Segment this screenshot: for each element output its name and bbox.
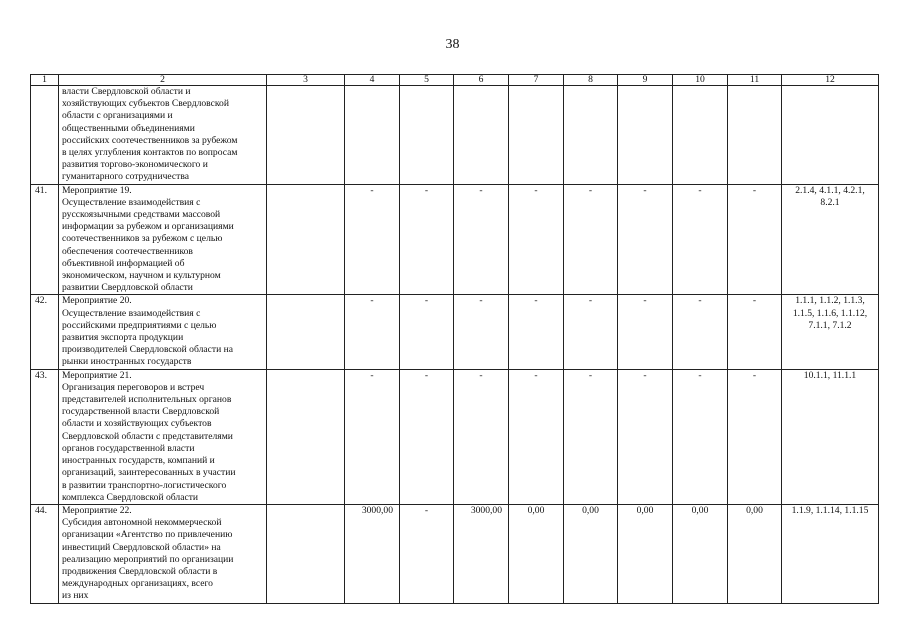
- value-cell: -: [400, 184, 454, 295]
- program-table: [30, 74, 879, 604]
- indicator-line: 1.1.9, 1.1.14, 1.1.15: [791, 504, 869, 516]
- value-cell: [564, 86, 618, 185]
- value-cell: 3000,00: [454, 504, 509, 603]
- indicator-line: 2.1.4, 4.1.1, 4.2.1,: [795, 184, 865, 196]
- description-line: рынки иностранных государств: [62, 356, 192, 368]
- column-header: 7: [509, 75, 564, 86]
- target-indicators: [782, 295, 879, 369]
- description-line: организации «Агентство по привлечению: [62, 529, 233, 541]
- value-cell: [267, 369, 345, 504]
- column-header: 4: [345, 75, 400, 86]
- description-line: развития экспорта продукции: [62, 332, 184, 344]
- description-line: Организация переговоров и встреч: [62, 381, 205, 393]
- description-line: области и хозяйствующих субъектов: [62, 418, 212, 430]
- description-line: инвестиций Свердловской области» на: [62, 541, 221, 553]
- indicator-line: 1.1.5, 1.1.6, 1.1.12,: [792, 307, 868, 319]
- description-line: развитии Свердловской области: [62, 282, 193, 294]
- value-cell: 3000,00: [345, 504, 400, 603]
- column-header: 11: [728, 75, 782, 86]
- value-cell: -: [618, 369, 673, 504]
- description-line: информации за рубежом и организациями: [62, 221, 234, 233]
- value-cell: [618, 86, 673, 185]
- table-row: [31, 184, 879, 295]
- value-cell: [454, 86, 509, 185]
- description-line: Мероприятие 22.: [62, 504, 132, 516]
- target-indicators: [782, 369, 879, 504]
- value-cell: -: [400, 295, 454, 369]
- value-cell: -: [618, 295, 673, 369]
- column-header: 5: [400, 75, 454, 86]
- value-cell: -: [564, 295, 618, 369]
- description-line: развития торгово-экономического и: [62, 159, 208, 171]
- value-cell: -: [400, 504, 454, 603]
- value-cell: -: [673, 184, 728, 295]
- value-cell: -: [618, 184, 673, 295]
- measure-description: [59, 295, 267, 369]
- value-cell: -: [509, 184, 564, 295]
- table-row: [31, 369, 879, 504]
- description-line: экономическом, научном и культурном: [62, 270, 221, 282]
- description-line: Мероприятие 21.: [62, 369, 132, 381]
- table-row: [31, 295, 879, 369]
- description-line: реализацию мероприятий по организации: [62, 553, 234, 565]
- column-header: 1: [31, 75, 59, 86]
- value-cell: 0,00: [509, 504, 564, 603]
- value-cell: -: [728, 295, 782, 369]
- description-line: области с организациями и: [62, 110, 173, 122]
- value-cell: -: [400, 369, 454, 504]
- value-cell: -: [454, 369, 509, 504]
- target-indicators: [782, 504, 879, 603]
- description-line: из них: [62, 590, 89, 602]
- description-line: обеспечения соотечественников: [62, 245, 193, 257]
- value-cell: [267, 86, 345, 185]
- description-line: общественными объединениями: [62, 122, 195, 134]
- value-cell: [267, 184, 345, 295]
- value-cell: -: [564, 369, 618, 504]
- value-cell: -: [345, 184, 400, 295]
- value-cell: [267, 295, 345, 369]
- description-line: иностранных государств, компаний и: [62, 455, 215, 467]
- value-cell: -: [345, 369, 400, 504]
- value-cell: -: [673, 295, 728, 369]
- column-header: 3: [267, 75, 345, 86]
- measure-description: [59, 184, 267, 295]
- value-cell: 0,00: [673, 504, 728, 603]
- indicator-line: 1.1.1, 1.1.2, 1.1.3,: [795, 295, 865, 307]
- description-line: Осуществление взаимодействия с: [62, 307, 201, 319]
- value-cell: [728, 86, 782, 185]
- description-line: российскими предприятиями с целью: [62, 319, 217, 331]
- value-cell: -: [728, 369, 782, 504]
- value-cell: -: [454, 184, 509, 295]
- value-cell: -: [728, 184, 782, 295]
- description-line: гуманитарного сотрудничества: [62, 171, 190, 183]
- description-line: в целях углубления контактов по вопросам: [62, 147, 238, 159]
- target-indicators: [782, 184, 879, 295]
- description-line: продвижения Свердловской области в: [62, 565, 218, 577]
- description-line: органов государственной власти: [62, 442, 195, 454]
- column-header: 6: [454, 75, 509, 86]
- value-cell: 0,00: [618, 504, 673, 603]
- table-header-row: [31, 75, 879, 86]
- value-cell: [509, 86, 564, 185]
- description-line: Мероприятие 19.: [62, 184, 132, 196]
- indicator-line: 7.1.1, 7.1.2: [808, 319, 852, 331]
- indicator-line: 10.1.1, 11.1.1: [803, 369, 857, 381]
- description-line: представителей исполнительных органов: [62, 394, 232, 406]
- column-header: 12: [782, 75, 879, 86]
- value-cell: 0,00: [564, 504, 618, 603]
- table-row: [31, 504, 879, 603]
- description-line: в развитии транспортно-логистического: [62, 479, 227, 491]
- value-cell: [267, 504, 345, 603]
- description-line: производителей Свердловской области на: [62, 344, 234, 356]
- description-line: организаций, заинтересованных в участии: [62, 467, 236, 479]
- description-line: российских соотечественников за рубежом: [62, 134, 238, 146]
- page-number: 38: [445, 37, 460, 52]
- value-cell: -: [345, 295, 400, 369]
- row-number: 42.: [31, 295, 59, 369]
- description-line: соотечественников за рубежом с целью: [62, 233, 223, 245]
- column-header: 9: [618, 75, 673, 86]
- measure-description: [59, 504, 267, 603]
- description-line: объективной информацией об: [62, 257, 185, 269]
- value-cell: [345, 86, 400, 185]
- value-cell: [400, 86, 454, 185]
- description-line: Мероприятие 20.: [62, 295, 132, 307]
- row-number: [31, 86, 59, 185]
- description-line: государственной власти Свердловской: [62, 406, 220, 418]
- description-line: русскоязычными средствами массовой: [62, 209, 221, 221]
- description-line: Осуществление взаимодействия с: [62, 196, 201, 208]
- measure-description: [59, 86, 267, 185]
- value-cell: -: [564, 184, 618, 295]
- value-cell: [673, 86, 728, 185]
- table-row: [31, 86, 879, 185]
- measure-description: [59, 369, 267, 504]
- description-line: международных организациях, всего: [62, 578, 213, 590]
- row-number: 44.: [31, 504, 59, 603]
- value-cell: -: [509, 369, 564, 504]
- value-cell: -: [673, 369, 728, 504]
- indicator-line: 8.2.1: [820, 196, 840, 208]
- description-line: комплекса Свердловской области: [62, 491, 199, 503]
- row-number: 41.: [31, 184, 59, 295]
- target-indicators: [782, 86, 879, 185]
- column-header: 2: [59, 75, 267, 86]
- description-line: Свердловской области с представителями: [62, 430, 233, 442]
- value-cell: -: [509, 295, 564, 369]
- table-body: [31, 75, 879, 604]
- column-header: 8: [564, 75, 618, 86]
- description-line: Субсидия автономной некоммерческой: [62, 517, 222, 529]
- column-header: 10: [673, 75, 728, 86]
- row-number: 43.: [31, 369, 59, 504]
- description-line: власти Свердловской области и: [62, 86, 191, 97]
- value-cell: -: [454, 295, 509, 369]
- description-line: хозяйствующих субъектов Свердловской: [62, 98, 229, 110]
- value-cell: 0,00: [728, 504, 782, 603]
